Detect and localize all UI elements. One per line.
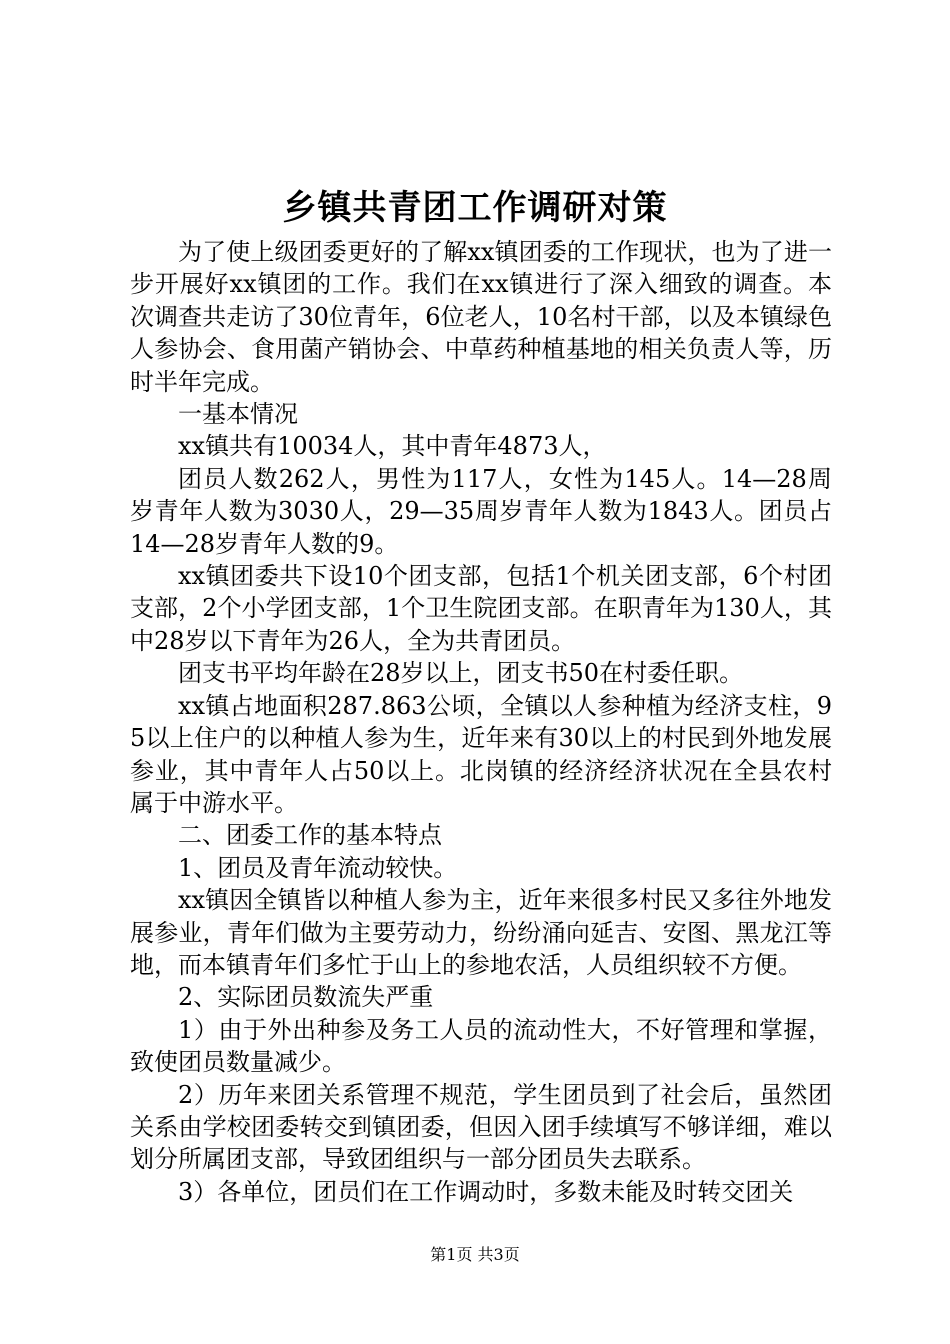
section-heading-characteristics: 二、团委工作的基本特点 <box>178 821 442 850</box>
list-item-3: 3）各单位，团员们在工作调动时，多数未能及时转交团关 <box>178 1177 794 1206</box>
section-heading-basic-situation: 一基本情况 <box>178 400 298 429</box>
paragraph-economy: xx镇占地面积287.863公顷，全镇以人参种植为经济支柱，95以上住户的以种植人参为生，近年来有30以上的村民到外地发展参业，其中青年人占50以上。北岗镇的经济经济状况在全县农村属于中游水平。 <box>130 691 832 817</box>
subheading-member-loss: 2、实际团员数流失严重 <box>178 983 434 1012</box>
paragraph-branches: xx镇团委共下设10个团支部，包括1个机关团支部，6个村团支部，2个小学团支部，1个卫生院团支部。在职青年为130人，其中28岁以下青年为26人，全为共青团员。 <box>130 562 832 655</box>
list-item-1: 1）由于外出种参及务工人员的流动性大，不好管理和掌握，致使团员数量减少。 <box>130 1015 832 1077</box>
paragraph-member-count: 团员人数262人，男性为117人，女性为145人。14—28周岁青年人数为3030人，29—35周岁青年人数为1843人。团员占14—28岁青年人数的9。 <box>130 464 832 558</box>
document-title: 乡镇共青团工作调研对策 <box>282 188 668 228</box>
paragraph-mobility: xx镇因全镇皆以种植人参为主，近年来很多村民又多往外地发展参业，青年们做为主要劳动力，纷纷涌向延吉、安图、黑龙江等地，而本镇青年们多忙于山上的参地农活，人员组织较不方便。 <box>130 886 832 979</box>
document-body <box>130 236 832 1208</box>
paragraph-intro: 为了使上级团委更好的了解xx镇团委的工作现状，也为了进一步开展好xx镇团的工作。我们在xx镇进行了深入细致的调查。本次调查共走访了30位青年，6位老人，10名村干部，以及本镇绿色人参协会、食用菌产销协会、中草药种植基地的相关负责人等，历时半年完成。 <box>130 238 832 396</box>
list-item-2: 2）历年来团关系管理不规范，学生团员到了社会后，虽然团关系由学校团委转交到镇团委，但因入团手续填写不够详细，难以划分所属团支部，导致团组织与一部分团员失去联系。 <box>130 1080 832 1174</box>
paragraph-secretary-age: 团支书平均年龄在28岁以上，团支书50在村委任职。 <box>178 659 744 688</box>
page-indicator: 第1页 共3页 <box>430 1245 520 1264</box>
paragraph-population: xx镇共有10034人，其中青年4873人， <box>178 432 607 461</box>
subheading-mobility: 1、团员及青年流动较快。 <box>178 853 458 882</box>
